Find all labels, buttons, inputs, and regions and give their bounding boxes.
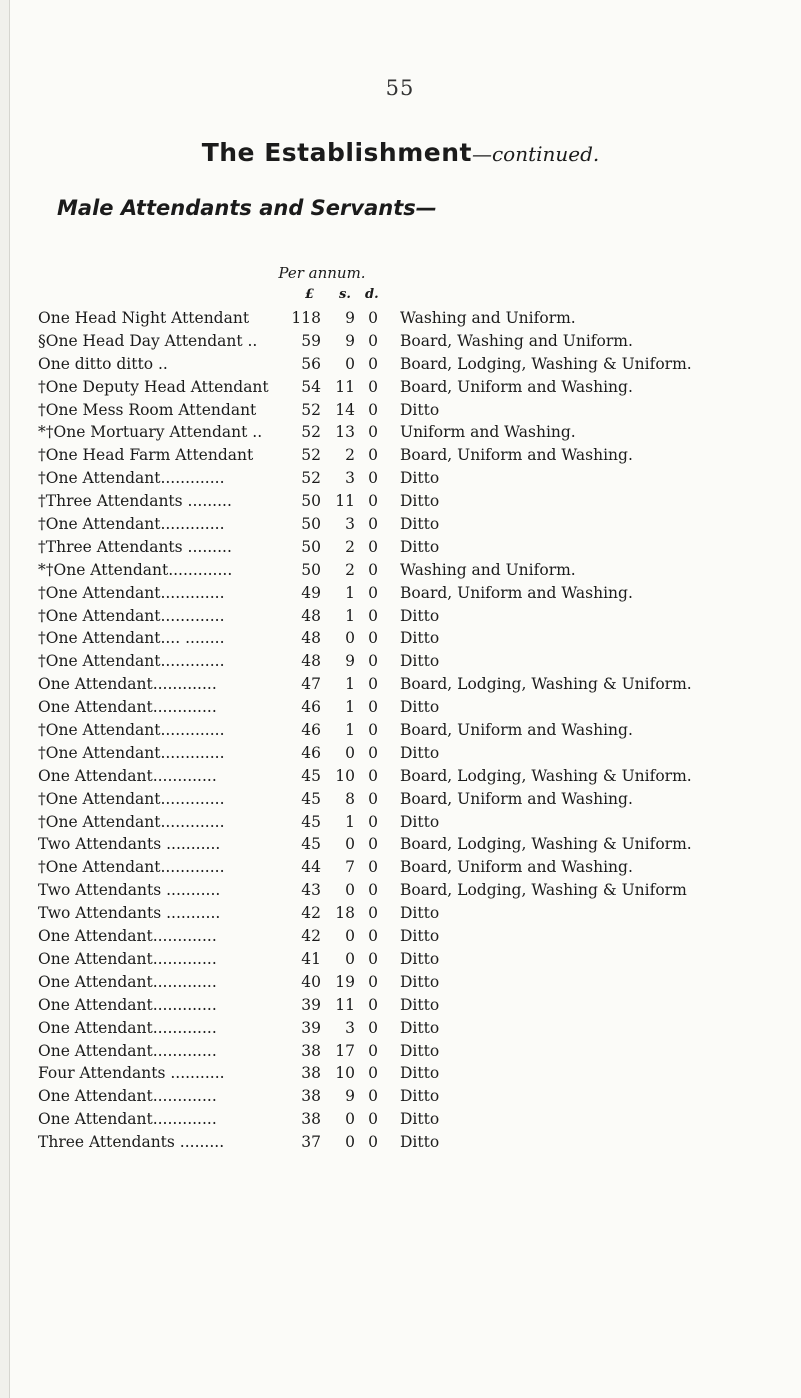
row-description: †One Attendant............. [38, 606, 225, 625]
row-description: †One Attendant............. [38, 721, 225, 740]
row-notes: Board, Lodging, Washing & Uniform [400, 881, 687, 900]
row-shillings: 0 [345, 881, 355, 900]
row-notes: Ditto [400, 1133, 440, 1152]
row-pounds: 37 [301, 1133, 321, 1152]
table-row [0, 423, 801, 446]
row-description: One Attendant............. [38, 698, 217, 717]
row-notes: Ditto [400, 400, 440, 419]
row-shillings: 1 [345, 721, 355, 740]
table-row [0, 721, 801, 744]
wage-table [0, 309, 801, 1156]
row-description: †One Attendant............. [38, 858, 225, 877]
row-shillings: 1 [345, 812, 355, 831]
row-notes: Board, Lodging, Washing & Uniform. [400, 835, 692, 854]
row-shillings: 10 [335, 1064, 355, 1083]
shillings-header: s. [339, 287, 351, 302]
row-shillings: 0 [345, 949, 355, 968]
row-pounds: 48 [301, 629, 321, 648]
row-pence: 0 [368, 469, 378, 488]
table-row [0, 1110, 801, 1133]
row-pence: 0 [368, 423, 378, 442]
row-pounds: 39 [301, 995, 321, 1014]
table-row [0, 698, 801, 721]
row-pence: 0 [368, 377, 378, 396]
row-notes: Board, Uniform and Washing. [400, 446, 633, 465]
table-row [0, 881, 801, 904]
table-row [0, 835, 801, 858]
row-pounds: 38 [301, 1064, 321, 1083]
section-heading [0, 138, 801, 167]
row-pounds: 38 [301, 1041, 321, 1060]
row-pence: 0 [368, 1041, 378, 1060]
row-description: One Attendant............. [38, 1041, 217, 1060]
row-description: One Attendant............. [38, 949, 217, 968]
row-pence: 0 [368, 400, 378, 419]
row-pence: 0 [368, 606, 378, 625]
row-description: †One Attendant............. [38, 583, 225, 602]
pence-header: d. [365, 287, 379, 302]
row-pence: 0 [368, 492, 378, 511]
table-row [0, 309, 801, 332]
row-description: One Attendant............. [38, 1087, 217, 1106]
row-description: Two Attendants ........... [38, 835, 221, 854]
row-shillings: 9 [345, 1087, 355, 1106]
row-description: †One Attendant............. [38, 789, 225, 808]
row-pounds: 45 [301, 766, 321, 785]
row-pounds: 50 [301, 560, 321, 579]
row-description: *†One Mortuary Attendant .. [38, 423, 263, 442]
row-shillings: 11 [335, 377, 355, 396]
row-pence: 0 [368, 949, 378, 968]
row-shillings: 3 [345, 469, 355, 488]
row-notes: Ditto [400, 1018, 440, 1037]
table-row [0, 767, 801, 790]
row-pounds: 38 [301, 1110, 321, 1129]
table-row [0, 538, 801, 561]
row-shillings: 14 [335, 400, 355, 419]
row-description: One ditto ditto .. [38, 354, 168, 373]
heading-main: The Establishment [201, 138, 472, 167]
row-pounds: 46 [301, 721, 321, 740]
row-notes: Ditto [400, 606, 440, 625]
row-pounds: 38 [301, 1087, 321, 1106]
row-notes: Ditto [400, 972, 440, 991]
row-pence: 0 [368, 835, 378, 854]
row-description: One Attendant............. [38, 995, 217, 1014]
row-pence: 0 [368, 309, 378, 327]
row-shillings: 18 [335, 904, 355, 923]
row-shillings: 11 [335, 492, 355, 511]
row-description: §One Head Day Attendant .. [38, 331, 258, 350]
row-pence: 0 [368, 1133, 378, 1152]
row-notes: Ditto [400, 1110, 440, 1129]
row-description: One Attendant............. [38, 1110, 217, 1129]
row-pounds: 41 [301, 949, 321, 968]
row-shillings: 8 [345, 789, 355, 808]
row-notes: Board, Lodging, Washing & Uniform. [400, 766, 692, 785]
row-pence: 0 [368, 1064, 378, 1083]
row-pence: 0 [368, 904, 378, 923]
row-pounds: 47 [301, 675, 321, 694]
row-pounds: 52 [301, 423, 321, 442]
row-description: †Three Attendants ......... [38, 492, 232, 511]
table-row [0, 1042, 801, 1065]
table-row [0, 1019, 801, 1042]
row-pence: 0 [368, 331, 378, 350]
table-row [0, 950, 801, 973]
row-notes: Ditto [400, 1041, 440, 1060]
row-pounds: 39 [301, 1018, 321, 1037]
row-notes: Ditto [400, 492, 440, 511]
table-row [0, 332, 801, 355]
row-pence: 0 [368, 354, 378, 373]
row-pounds: 49 [301, 583, 321, 602]
row-shillings: 11 [335, 995, 355, 1014]
table-row [0, 561, 801, 584]
row-notes: Ditto [400, 904, 440, 923]
row-pence: 0 [368, 743, 378, 762]
page-number: 55 [385, 76, 415, 100]
row-shillings: 2 [345, 537, 355, 556]
row-pence: 0 [368, 927, 378, 946]
row-description: *†One Attendant............. [38, 560, 233, 579]
row-description: Two Attendants ........... [38, 904, 221, 923]
row-notes: Ditto [400, 698, 440, 717]
row-description: One Attendant............. [38, 675, 217, 694]
row-shillings: 17 [335, 1041, 355, 1060]
row-shillings: 0 [345, 629, 355, 648]
row-pence: 0 [368, 583, 378, 602]
row-notes: Washing and Uniform. [400, 560, 576, 579]
row-description: †One Attendant............. [38, 812, 225, 831]
row-notes: Board, Uniform and Washing. [400, 377, 633, 396]
row-pounds: 46 [301, 743, 321, 762]
row-shillings: 0 [345, 1133, 355, 1152]
row-pence: 0 [368, 972, 378, 991]
row-description: †One Deputy Head Attendant [38, 377, 269, 396]
row-shillings: 13 [335, 423, 355, 442]
row-description: †One Mess Room Attendant [38, 400, 257, 419]
row-shillings: 9 [345, 309, 355, 327]
row-pounds: 50 [301, 515, 321, 534]
row-description: Four Attendants ........... [38, 1064, 225, 1083]
row-notes: Board, Uniform and Washing. [400, 858, 633, 877]
row-pounds: 118 [291, 309, 321, 327]
row-notes: Board, Lodging, Washing & Uniform. [400, 354, 692, 373]
row-pounds: 48 [301, 606, 321, 625]
row-pence: 0 [368, 1110, 378, 1129]
row-notes: Board, Uniform and Washing. [400, 721, 633, 740]
row-notes: Ditto [400, 515, 440, 534]
row-pounds: 59 [301, 331, 321, 350]
row-pounds: 40 [301, 972, 321, 991]
row-pence: 0 [368, 995, 378, 1014]
row-pounds: 44 [301, 858, 321, 877]
row-pounds: 52 [301, 446, 321, 465]
table-row [0, 973, 801, 996]
table-row [0, 629, 801, 652]
table-row [0, 401, 801, 424]
table-row [0, 492, 801, 515]
row-pounds: 42 [301, 927, 321, 946]
row-pence: 0 [368, 1087, 378, 1106]
row-notes: Ditto [400, 995, 440, 1014]
row-shillings: 1 [345, 606, 355, 625]
row-pence: 0 [368, 675, 378, 694]
row-description: One Attendant............. [38, 1018, 217, 1037]
row-description: †One Attendant............. [38, 652, 225, 671]
row-pounds: 45 [301, 812, 321, 831]
row-notes: Board, Uniform and Washing. [400, 583, 633, 602]
per-annum-header: Per annum. [278, 264, 366, 282]
table-row [0, 858, 801, 881]
row-shillings: 2 [345, 446, 355, 465]
table-row [0, 355, 801, 378]
row-notes: Uniform and Washing. [400, 423, 576, 442]
row-notes: Ditto [400, 469, 440, 488]
row-notes: Ditto [400, 1064, 440, 1083]
row-description: One Attendant............. [38, 972, 217, 991]
table-row [0, 996, 801, 1019]
row-notes: Ditto [400, 927, 440, 946]
row-notes: Ditto [400, 812, 440, 831]
row-pounds: 52 [301, 400, 321, 419]
row-shillings: 2 [345, 560, 355, 579]
table-row [0, 904, 801, 927]
subheading: Male Attendants and Servants— [57, 196, 437, 220]
row-pence: 0 [368, 446, 378, 465]
row-pence: 0 [368, 766, 378, 785]
table-row [0, 607, 801, 630]
row-pence: 0 [368, 629, 378, 648]
row-shillings: 9 [345, 331, 355, 350]
table-row [0, 1064, 801, 1087]
row-shillings: 0 [345, 1110, 355, 1129]
row-pence: 0 [368, 652, 378, 671]
row-description: One Attendant............. [38, 927, 217, 946]
row-shillings: 10 [335, 766, 355, 785]
row-shillings: 9 [345, 652, 355, 671]
row-shillings: 0 [345, 835, 355, 854]
row-pounds: 54 [301, 377, 321, 396]
row-shillings: 19 [335, 972, 355, 991]
row-pence: 0 [368, 560, 378, 579]
row-pounds: 56 [301, 354, 321, 373]
row-shillings: 1 [345, 583, 355, 602]
row-shillings: 3 [345, 515, 355, 534]
table-row [0, 790, 801, 813]
row-pounds: 46 [301, 698, 321, 717]
table-row [0, 446, 801, 469]
row-pounds: 48 [301, 652, 321, 671]
row-notes: Ditto [400, 652, 440, 671]
row-notes: Ditto [400, 743, 440, 762]
row-pounds: 42 [301, 904, 321, 923]
table-row [0, 378, 801, 401]
table-row [0, 584, 801, 607]
row-notes: Board, Uniform and Washing. [400, 789, 633, 808]
table-row [0, 927, 801, 950]
row-notes: Board, Lodging, Washing & Uniform. [400, 675, 692, 694]
row-pounds: 45 [301, 835, 321, 854]
table-row [0, 1087, 801, 1110]
table-row [0, 515, 801, 538]
row-shillings: 0 [345, 743, 355, 762]
row-shillings: 1 [345, 698, 355, 717]
table-row [0, 813, 801, 836]
row-shillings: 3 [345, 1018, 355, 1037]
row-description: †One Attendant............. [38, 743, 225, 762]
row-pence: 0 [368, 812, 378, 831]
row-shillings: 7 [345, 858, 355, 877]
row-pence: 0 [368, 858, 378, 877]
row-notes: Ditto [400, 1087, 440, 1106]
row-notes: Ditto [400, 949, 440, 968]
row-shillings: 0 [345, 354, 355, 373]
table-row [0, 469, 801, 492]
row-notes: Washing and Uniform. [400, 309, 576, 327]
row-shillings: 1 [345, 675, 355, 694]
row-pounds: 50 [301, 492, 321, 511]
row-pounds: 50 [301, 537, 321, 556]
table-row [0, 652, 801, 675]
row-pence: 0 [368, 1018, 378, 1037]
row-pounds: 43 [301, 881, 321, 900]
row-description: Three Attendants ......... [38, 1133, 225, 1152]
row-notes: Board, Washing and Uniform. [400, 331, 633, 350]
row-notes: Ditto [400, 537, 440, 556]
row-pounds: 45 [301, 789, 321, 808]
row-pence: 0 [368, 515, 378, 534]
row-pence: 0 [368, 537, 378, 556]
row-notes: Ditto [400, 629, 440, 648]
row-pounds: 52 [301, 469, 321, 488]
row-description: †Three Attendants ......... [38, 537, 232, 556]
row-pence: 0 [368, 789, 378, 808]
row-description: One Attendant............. [38, 766, 217, 785]
row-description: One Head Night Attendant [38, 309, 250, 327]
row-description: †One Attendant.... ........ [38, 629, 225, 648]
row-shillings: 0 [345, 927, 355, 946]
row-description: †One Head Farm Attendant [38, 446, 254, 465]
pounds-header: £ [305, 287, 315, 302]
table-row [0, 675, 801, 698]
heading-continued: —continued. [471, 142, 600, 166]
row-description: Two Attendants ........... [38, 881, 221, 900]
table-row [0, 1133, 801, 1156]
row-description: †One Attendant............. [38, 515, 225, 534]
row-pence: 0 [368, 881, 378, 900]
row-description: †One Attendant............. [38, 469, 225, 488]
row-pence: 0 [368, 698, 378, 717]
table-row [0, 744, 801, 767]
row-pence: 0 [368, 721, 378, 740]
